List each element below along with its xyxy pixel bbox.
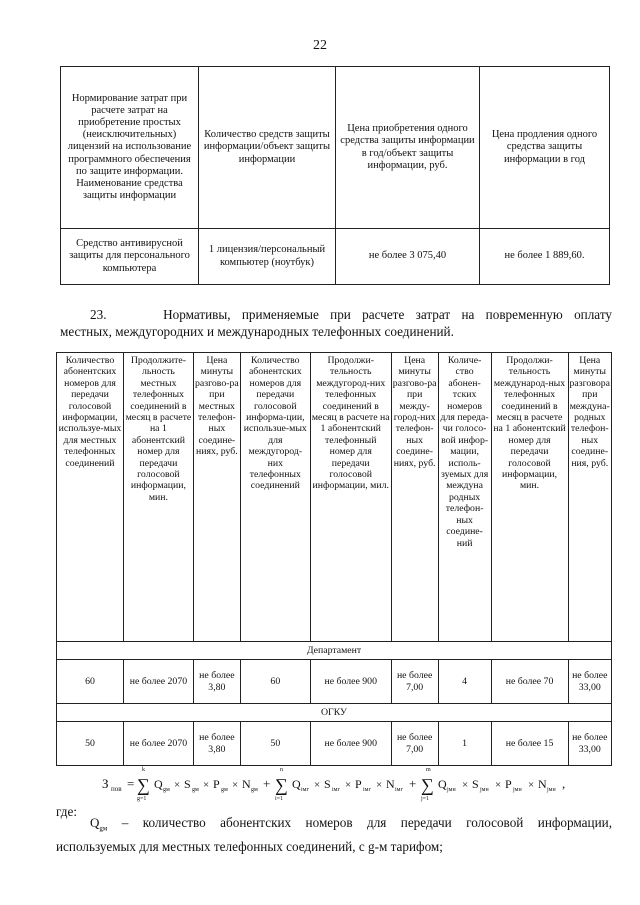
term3-q: Q [438, 777, 447, 791]
t2-cell: 60 [57, 660, 124, 704]
t2-cell: 50 [57, 722, 124, 766]
t1-cell-purchase-price: не более 3 075,40 [336, 229, 480, 285]
term1 [154, 777, 258, 793]
t2-cell: не более 33,00 [568, 660, 611, 704]
t2-cell: не более 2070 [123, 660, 193, 704]
license-cost-table [60, 66, 610, 285]
paragraph-line-2: местных, междугородних и международных телефонных соединений. [60, 324, 454, 339]
term3-n: N [538, 777, 547, 791]
paragraph-number: 23. [90, 307, 107, 322]
term2-q-sub: iмг [301, 787, 309, 793]
table-row [57, 722, 612, 766]
term2-s-sub: iмг [332, 787, 340, 793]
t1-header-renewal-price: Цена продления одного средства защиты информации в год [480, 67, 610, 229]
term1-q: Q [154, 777, 163, 791]
t2-header-intercity-price: Цена минуты разгово-ра при между-город-них телефон-ных соедине-ниях, руб. [391, 353, 438, 642]
times-icon: × [495, 779, 502, 791]
formula-equals: = [127, 776, 135, 791]
sum3-top: m [426, 767, 431, 773]
t1-header-name: Нормирование затрат при расчете затрат на приобретение простых (неисключительных) лицензий на использование программного обеспечения по защите информации. Наименование средства защиты информации [61, 67, 199, 229]
table-row [57, 660, 612, 704]
t2-cell: не более 900 [310, 722, 391, 766]
term2-p: P [355, 777, 362, 791]
t2-cell: не более 3,80 [193, 660, 240, 704]
t2-cell: 60 [240, 660, 310, 704]
t2-cell: 50 [240, 722, 310, 766]
t1-cell-name: Средство антивирусной защиты для персонального компьютера [61, 229, 199, 285]
term1-p-sub: gм [221, 787, 228, 793]
sigma-icon: ∑ [137, 775, 150, 795]
term1-s: S [184, 777, 191, 791]
t2-header-intl-price: Цена минуты разговора при междуна-родных телефон-ных соедине-ния, руб. [568, 353, 611, 642]
sum3-bottom: j=1 [421, 796, 430, 802]
definition-q [56, 814, 612, 855]
t2-header-intercity-duration: Продолжи-тельность междугород-них телефонных соединений в месяц в расчете на 1 абонентский телефонный номер для передачи голосовой информации, мил. [310, 353, 391, 642]
t2-cell: не более 33,00 [568, 722, 611, 766]
paragraph-23 [60, 306, 612, 340]
definition-symbol-sub: gм [99, 824, 108, 833]
t1-header-purchase-price: Цена приобретения одного средства защиты информации в год/объект защиты информации, руб. [336, 67, 480, 229]
term3-p: P [505, 777, 512, 791]
term2-n-sub: iмг [395, 787, 403, 793]
t2-cell: 1 [438, 722, 491, 766]
t2-cell: не более 15 [491, 722, 568, 766]
times-icon: × [174, 779, 181, 791]
t2-header-local-numbers: Количество абонентских номеров для передачи голосовой информации, используе-мых для местных телефонных соединений [57, 353, 124, 642]
term3-n-sub: jмн [547, 787, 556, 793]
formula-lhs: З [102, 776, 109, 791]
times-icon: × [462, 779, 469, 791]
t1-cell-quantity: 1 лицензия/персональный компьютер (ноутбук) [199, 229, 336, 285]
paragraph-line-1: Нормативы, применяемые при расчете затрат на повременную оплату [163, 307, 612, 322]
formula-end: , [562, 776, 566, 791]
term2-q: Q [292, 777, 301, 791]
term3-q-sub: jмн [447, 787, 456, 793]
t2-cell: не более 7,00 [391, 722, 438, 766]
t2-header-local-price: Цена минуты разгово-ра при местных телефон-ных соедине-ниях, руб. [193, 353, 240, 642]
t2-cell: 4 [438, 660, 491, 704]
sum1-bottom: g=1 [137, 796, 147, 802]
term2-n: N [386, 777, 395, 791]
where-label: где: [56, 804, 77, 819]
cost-formula [100, 764, 620, 804]
term3-s: S [472, 777, 479, 791]
sigma-icon: ∑ [421, 775, 434, 795]
sum1-top: k [142, 767, 145, 773]
t2-section-title: ОГКУ [57, 704, 612, 722]
term1-p: P [213, 777, 220, 791]
term1-q-sub: gм [163, 787, 170, 793]
term3-p-sub: jмн [513, 787, 522, 793]
t2-header-local-duration: Продолжите-льность местных телефонных соединений в месяц в расчете на 1 абонентский номер для передачи голосовой информации, мин. [123, 353, 193, 642]
sigma-icon: ∑ [275, 775, 288, 795]
t2-cell: не более 70 [491, 660, 568, 704]
formula-plus: + [263, 776, 271, 791]
sum2-bottom: i=1 [275, 796, 284, 802]
term2 [292, 777, 403, 793]
term1-s-sub: gм [192, 787, 199, 793]
times-icon: × [232, 779, 239, 791]
t2-cell: не более 7,00 [391, 660, 438, 704]
definition-symbol: Q [90, 815, 100, 830]
term1-n: N [242, 777, 251, 791]
definition-line-1: – количество абонентских номеров для передачи голосовой информации, [107, 815, 612, 830]
formula-lhs-sub: пов [111, 785, 122, 793]
t2-header-intl-duration: Продолжи-тельность международ-ных телефонных соединений в месяц в расчете на 1 абонентский номер для передачи голосовой информации, мин. [491, 353, 568, 642]
telephone-norms-table [56, 352, 612, 766]
term1-n-sub: gм [251, 787, 258, 793]
term3 [438, 777, 556, 793]
times-icon: × [345, 779, 352, 791]
formula-plus: + [409, 776, 417, 791]
term3-s-sub: jмн [480, 787, 489, 793]
sum2-top: n [280, 767, 283, 773]
t2-cell: не более 3,80 [193, 722, 240, 766]
term2-p-sub: iмг [363, 787, 371, 793]
t2-section-title: Департамент [57, 642, 612, 660]
t2-cell: не более 2070 [123, 722, 193, 766]
page-number: 22 [313, 38, 327, 53]
t1-cell-renewal-price: не более 1 889,60. [480, 229, 610, 285]
definition-line-2: используемых для местных телефонных соединений, с g-м тарифом; [56, 838, 443, 854]
times-icon: × [314, 779, 321, 791]
t2-header-intl-numbers: Количе-ство абонен-тских номеров для переда-чи голосо-вой инфор-мации, исполь-зуемых для междуна родных телефон-ных соедине-ний [438, 353, 491, 642]
term2-s: S [324, 777, 331, 791]
t2-header-intercity-numbers: Количество абонентских номеров для передачи голосовой информа-ции, использue-мых для междугород-них телефонных соединений [240, 353, 310, 642]
times-icon: × [376, 779, 383, 791]
times-icon: × [203, 779, 210, 791]
t1-header-quantity: Количество средств защиты информации/объект защиты информации [199, 67, 336, 229]
times-icon: × [528, 779, 535, 791]
t2-cell: не более 900 [310, 660, 391, 704]
